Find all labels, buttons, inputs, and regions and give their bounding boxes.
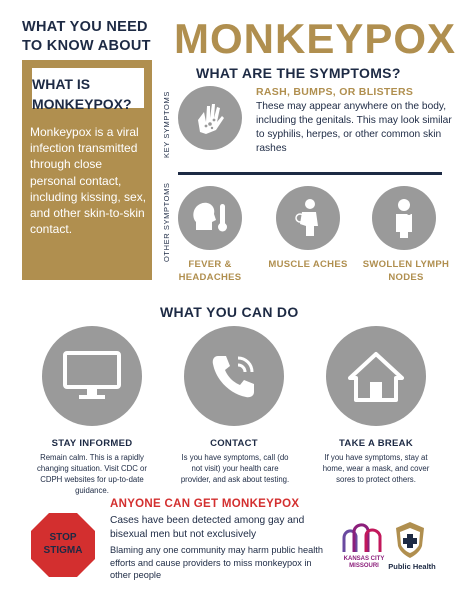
nodes-label: SWOLLEN LYMPH NODES [362,259,450,283]
symptom-divider [178,172,442,175]
header-subtitle: WHAT YOU NEED TO KNOW ABOUT [22,19,151,54]
anyone-paragraph-1: Cases have been detected among gay and bisexual men but not exclusively [110,515,305,540]
house-icon [326,326,426,426]
aches-label: MUSCLE ACHES [268,259,348,270]
rash-hand-icon [178,86,242,150]
other-symptoms-label: OTHER SYMPTOMS [162,182,171,262]
can-do-heading: WHAT YOU CAN DO [160,304,299,320]
rash-body: These may appear anywhere on the body, including the genitals. This may look similar to syphilis, herpes, or other common skin rashes [256,101,452,154]
lymph-node-icon [372,186,436,250]
break-title: TAKE A BREAK [339,438,413,449]
phone-icon [184,326,284,426]
anyone-paragraph-2: Blaming any one community may harm public health efforts and cause providers to miss monkeypox in other people [110,545,323,580]
fever-head-icon [178,186,242,250]
what-is-body: Monkeypox is a viral infection transmitted through close personal contact, including kissing, sex, and other skin-to-skin contact. [30,125,147,237]
rash-title: RASH, BUMPS, OR BLISTERS [256,86,414,98]
public-health-logo-icon [394,520,426,560]
key-symptoms-label: KEY SYMPTOMS [162,91,171,158]
break-body: If you have symptoms, stay at home, wear a mask, and cover sores to protect others. [322,453,430,484]
stop-stigma-label: STOP STIGMA [43,532,83,556]
kc-logo-icon [338,522,388,556]
informed-title: STAY INFORMED [51,438,133,449]
muscle-ache-icon [276,186,340,250]
kc-logo-text: KANSAS CITY MISSOURI [343,556,385,569]
contact-body: Is you have symptoms, call (do not visit) your health care provider, and ask about testing. [180,453,290,484]
monitor-icon [42,326,142,426]
what-is-title: WHAT IS MONKEYPOX? [32,76,132,112]
fever-label: FEVER & HEADACHES [178,259,242,283]
anyone-title: ANYONE CAN GET MONKEYPOX [110,498,300,510]
informed-body: Remain calm. This is a rapidly changing situation. Visit CDC or CDPH websites for up-to-date guidance. [37,453,147,495]
public-health-logo-text: Public Health [388,562,436,571]
contact-title: CONTACT [210,438,258,449]
page-title: MONKEYPOX [174,15,457,62]
symptoms-heading: WHAT ARE THE SYMPTOMS? [196,65,401,81]
